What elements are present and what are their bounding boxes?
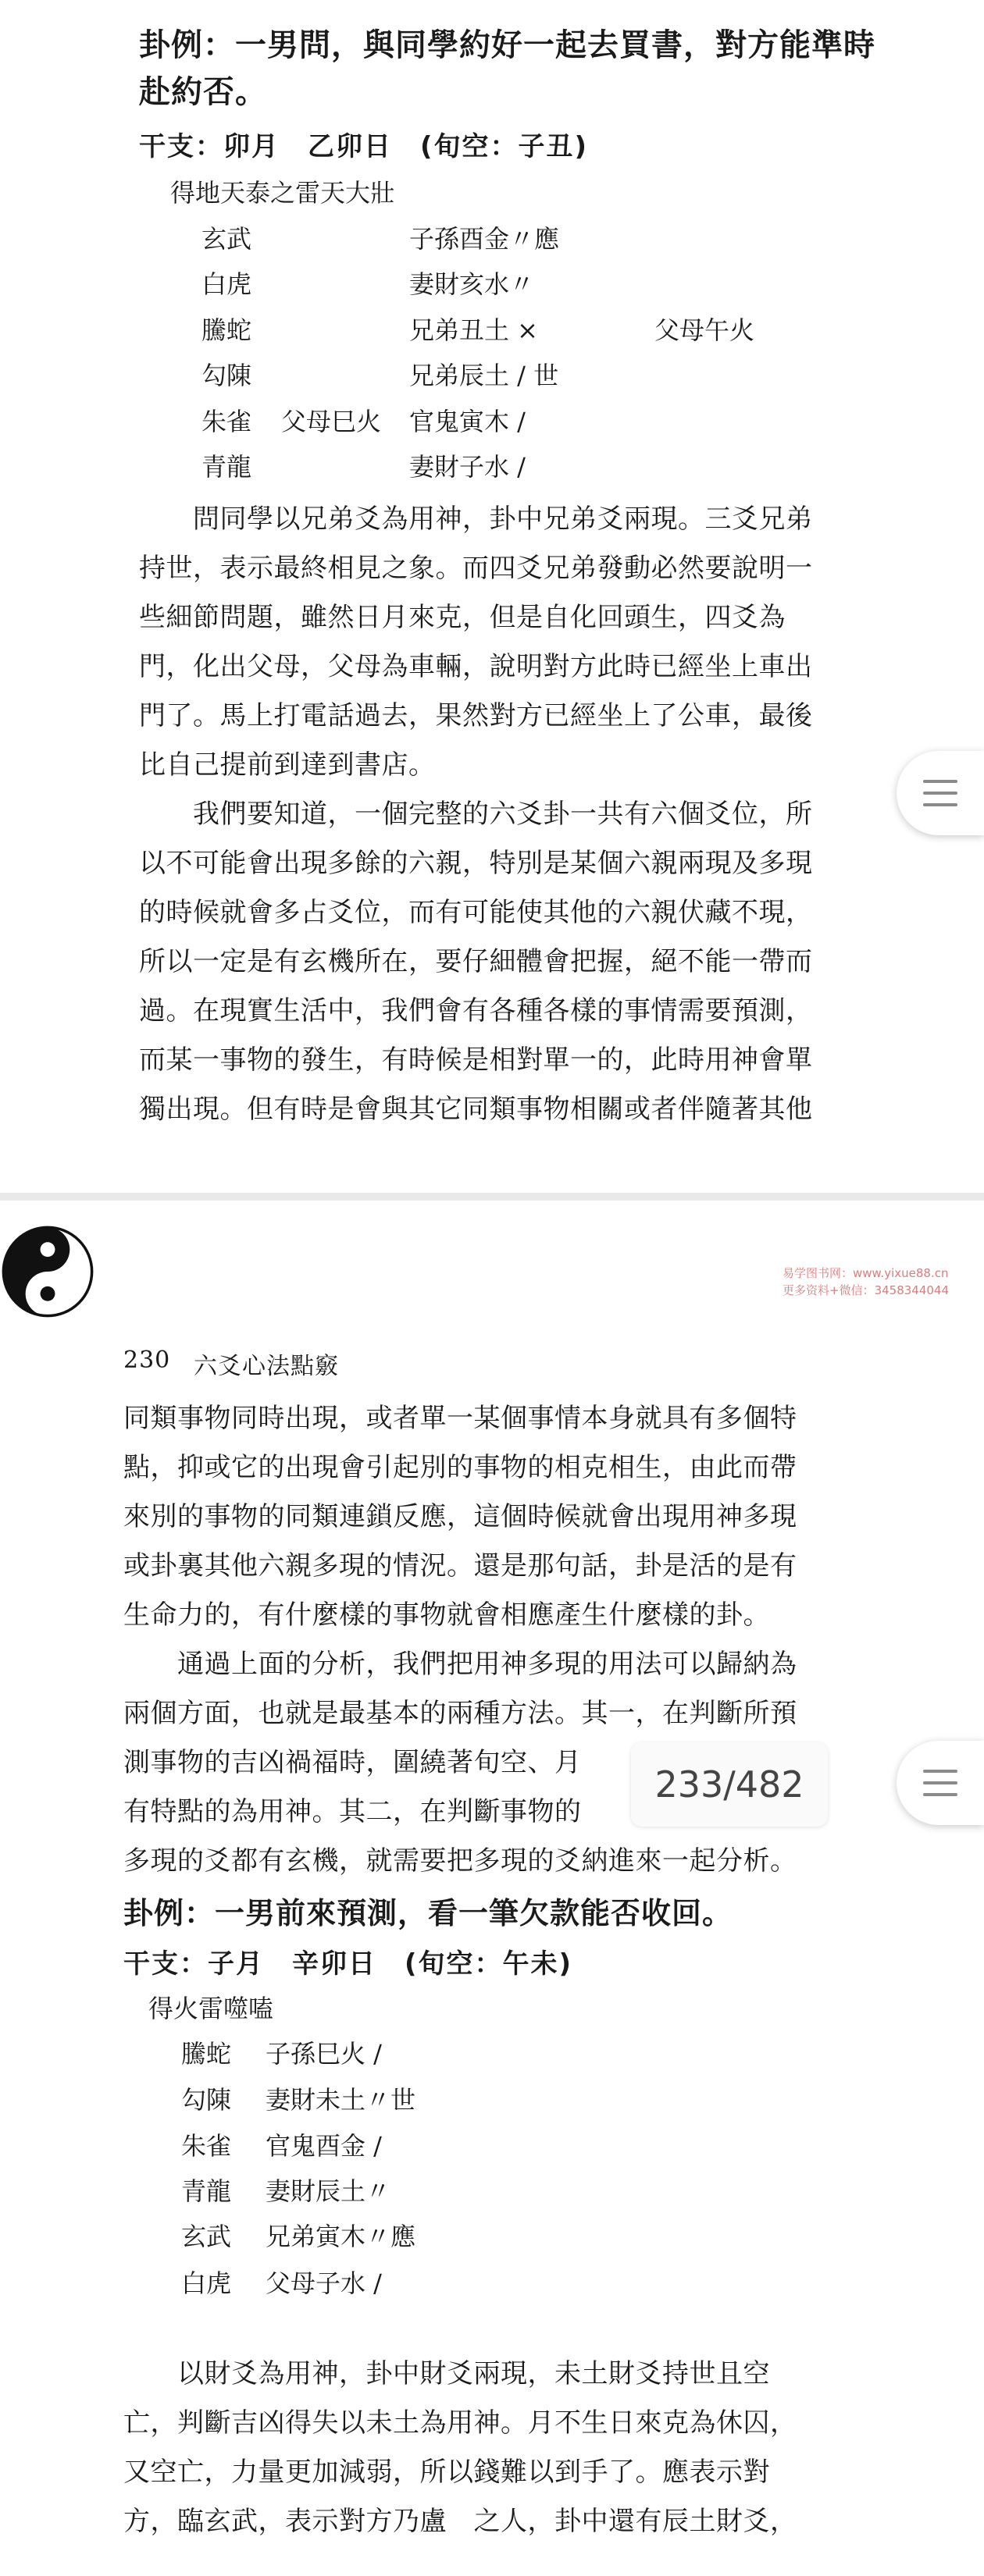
watermark-line-1: 易学图书网：www.yixue88.cn (783, 1266, 949, 1280)
six-god: 勾陳 (181, 2085, 232, 2115)
text-line: 來別的事物的同類連鎖反應，這個時候就會出現用神多現 (123, 1501, 797, 1532)
text-line: 多現的爻都有玄機，就需要把多現的爻納進來一起分析。 (123, 1845, 797, 1877)
text-line: 方，臨玄武，表示對方乃盧 之人，卦中還有辰土財爻， (123, 2506, 797, 2537)
text-line: 有特點的為用神。其二，在判斷事物的 (123, 1796, 582, 1827)
text-line: 又空亡，力量更加減弱，所以錢難以到手了。應表示對 (123, 2457, 770, 2488)
ganzhi-line: 干支：卯月 乙卯日 (旬空：子丑) (139, 131, 589, 162)
text-line: 問同學以兄弟爻為用神，卦中兄弟爻兩現。三爻兄弟 (139, 503, 813, 535)
yao-line: 兄弟寅木〃應 (266, 2222, 416, 2251)
text-line: 所以一定是有玄機所在，要仔細體會把握，絕不能一帶而 (139, 946, 813, 977)
text-line: 兩個方面，也就是最基本的兩種方法。其一，在判斷所預 (123, 1698, 797, 1729)
six-god: 白虎 (201, 269, 252, 299)
six-god: 玄武 (181, 2222, 232, 2251)
six-god: 玄武 (201, 224, 252, 254)
text-line: 門了。馬上打電話過去，果然對方已經坐上了公車，最後 (139, 700, 813, 731)
six-god: 白虎 (181, 2268, 232, 2298)
ganzhi-line: 干支：子月 辛卯日 (旬空：午未) (123, 1948, 573, 1980)
yao-line: 妻財未土〃世 (266, 2085, 416, 2115)
text-line: 獨出現。但有時是會與其它同類事物相關或者伴隨著其他 (139, 1094, 813, 1125)
text-line: 生命力的，有什麼樣的事物就會相應產生什麼樣的卦。 (123, 1599, 770, 1631)
text-line: 以財爻為用神，卦中財爻兩現，未土財爻持世且空 (123, 2358, 770, 2389)
six-god: 青龍 (181, 2176, 232, 2206)
yao-line: 妻財辰土〃 (266, 2176, 391, 2206)
text-line: 比自己提前到達到書店。 (139, 749, 436, 781)
text-line: 門，化出父母，父母為車輛，說明對方此時已經坐上車出 (139, 651, 813, 682)
changed-line: 父母午火 (654, 315, 755, 345)
text-line: 以不可能會出現多餘的六親，特別是某個六親兩現及多現 (139, 848, 813, 879)
hamburger-menu-icon (923, 780, 957, 806)
example-title-line-2: 赴約否。 (139, 74, 267, 110)
text-line: 過。在現實生活中，我們會有各種各樣的事情需要預測， (139, 995, 813, 1026)
running-title: 六爻心法點竅 (194, 1353, 339, 1380)
text-line: 亡，判斷吉凶得失以未土為用神。月不生日來克為休囚， (123, 2407, 797, 2439)
analysis-text (123, 2350, 865, 2546)
example-title: 卦例：一男前來預測，看一筆欠款能否收回。 (123, 1896, 733, 1930)
gua-name: 得地天泰之雷天大壯 (170, 178, 396, 208)
text-line: 的時候就會多占爻位，而有可能使其他的六親伏藏不現， (139, 897, 813, 928)
example-title-line-1: 卦例：一男問，與同學約好一起去買書，對方能準時 (139, 27, 875, 63)
page-number: 230 (123, 1347, 171, 1374)
text-line: 持世，表示最終相見之象。而四爻兄弟發動必然要說明一 (139, 553, 813, 584)
yao-line: 妻財亥水〃 (409, 269, 535, 299)
page-separator (0, 1193, 984, 1201)
six-god: 騰蛇 (181, 2039, 232, 2069)
text-line: 同類事物同時出現，或者單一某個事情本身就具有多個特 (123, 1403, 797, 1434)
six-god: 青龍 (201, 452, 252, 482)
six-god: 朱雀 (181, 2131, 232, 2161)
yao-line: 官鬼寅木 / (409, 407, 526, 436)
six-god: 朱雀 (201, 407, 252, 436)
yao-line: 子孫巳火 / (266, 2039, 382, 2069)
text-line: 我們要知道，一個完整的六爻卦一共有六個爻位，所 (139, 799, 813, 830)
six-god: 勾陳 (201, 361, 252, 390)
menu-button[interactable] (897, 1741, 984, 1825)
text-line: 測事物的吉凶禍福時，圍繞著旬空、月 (123, 1747, 582, 1778)
yin-yang-icon (2, 1226, 94, 1318)
six-god: 騰蛇 (201, 315, 252, 345)
hidden-line: 父母巳火 (281, 407, 382, 436)
body-text (139, 495, 881, 1134)
menu-button[interactable] (897, 751, 984, 835)
yao-line: 官鬼酉金 / (266, 2131, 382, 2161)
text-line: 通過上面的分析，我們把用神多現的用法可以歸納為 (123, 1649, 797, 1680)
yao-line: 妻財子水 / (409, 452, 526, 482)
yao-line: 兄弟辰土 / 世 (409, 361, 559, 390)
gua-name: 得火雷噬嗑 (148, 1994, 274, 2023)
yao-line: 兄弟丑土 × (409, 315, 538, 345)
text-line: 點，抑或它的出現會引起別的事物的相克相生，由此而帶 (123, 1452, 797, 1483)
hamburger-menu-icon (923, 1770, 957, 1796)
text-line: 而某一事物的發生，有時候是相對單一的，此時用神會單 (139, 1044, 813, 1076)
yao-line: 子孫酉金〃應 (409, 224, 560, 254)
watermark-line-2: 更多资料+微信：3458344044 (783, 1283, 950, 1297)
yao-line: 父母子水 / (266, 2268, 382, 2298)
text-line: 些細節問題，雖然日月來克，但是自化回頭生，四爻為 (139, 602, 786, 633)
page-indicator: 233/482 (631, 1742, 828, 1827)
text-line: 或卦裏其他六親多現的情況。還是那句話，卦是活的是有 (123, 1550, 797, 1582)
